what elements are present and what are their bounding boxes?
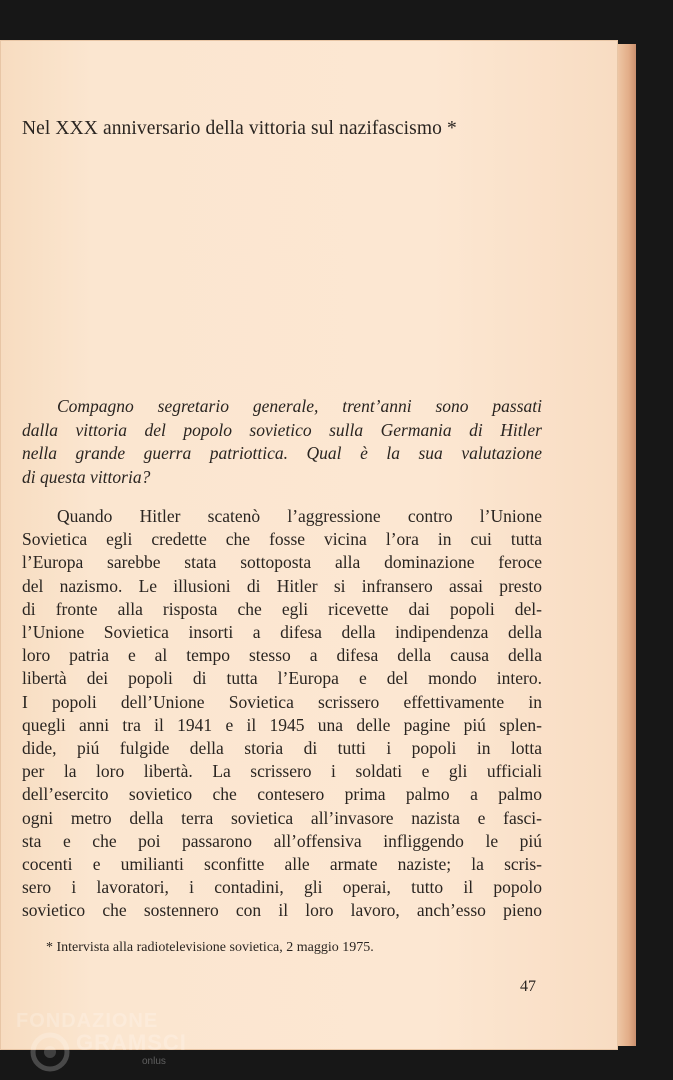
watermark-suffix: onlus xyxy=(142,1056,166,1067)
question-line: dalla vittoria del popolo sovietico sulla Germania di Hitler xyxy=(22,419,542,440)
body-line: dell’esercito sovietico che contesero prima palmo a palmo xyxy=(22,784,542,805)
page-edge xyxy=(618,44,636,1046)
question-line: nella grande guerra patriottica. Qual è la sua valutazione xyxy=(22,443,542,463)
body-line: di fronte alla risposta che egli ricevette dai popoli del- xyxy=(22,598,542,619)
answer-paragraph xyxy=(22,505,542,923)
page-number: 47 xyxy=(520,978,536,995)
chapter-title: Nel XXX anniversario della vittoria sul nazifascismo * xyxy=(22,118,457,139)
question-line: di questa vittoria? xyxy=(22,466,151,487)
body-line: l’Europa sarebbe stata sottoposta alla dominazione feroce xyxy=(22,552,542,573)
watermark-line2: GRAMSCI xyxy=(76,1030,187,1055)
interview-question xyxy=(22,395,542,489)
footnote: * Intervista alla radiotelevisione sovietica, 2 maggio 1975. xyxy=(46,940,374,955)
body-line: I popoli dell’Unione Sovietica scrissero effettivamente in xyxy=(22,691,542,712)
body-line: libertà dei popoli di tutta l’Europa e del mondo intero. xyxy=(22,668,542,689)
foundation-logo-icon xyxy=(26,1028,76,1074)
body-line: sovietico che sostennero con il loro lavoro, anch’esso pieno xyxy=(22,900,542,921)
body-line: sta e che poi passarono all’offensiva infliggendo le piú xyxy=(22,830,542,851)
body-line: dide, piú fulgide della storia di tutti i popoli in lotta xyxy=(22,738,542,759)
body-line: Quando Hitler scatenò l’aggressione contro l’Unione xyxy=(57,506,542,526)
body-line: l’Unione Sovietica insorti a difesa della indipendenza della xyxy=(22,622,542,643)
watermark-line1: FONDAZIONE xyxy=(16,1010,159,1032)
body-line: quegli anni tra il 1941 e il 1945 una delle pagine piú splen- xyxy=(22,714,542,735)
body-line: sero i lavoratori, i contadini, gli operai, tutto il popolo xyxy=(22,877,542,898)
body-line: ogni metro della terra sovietica all’invasore nazista e fasci- xyxy=(22,807,542,828)
body-line: Sovietica egli credette che fosse vicina l’ora in cui tutta xyxy=(22,529,542,550)
body-line: per la loro libertà. La scrissero i soldati e gli ufficiali xyxy=(22,761,542,782)
body-line: del nazismo. Le illusioni di Hitler si infransero assai presto xyxy=(22,575,542,596)
watermark-logo xyxy=(8,1008,198,1074)
question-line: Compagno segretario generale, trent’anni sono passati xyxy=(57,396,542,416)
body-line: cocenti e umilianti sconfitte alle armate naziste; la scris- xyxy=(22,854,542,875)
body-line: loro patria e al tempo stesso a difesa della causa della xyxy=(22,645,542,666)
